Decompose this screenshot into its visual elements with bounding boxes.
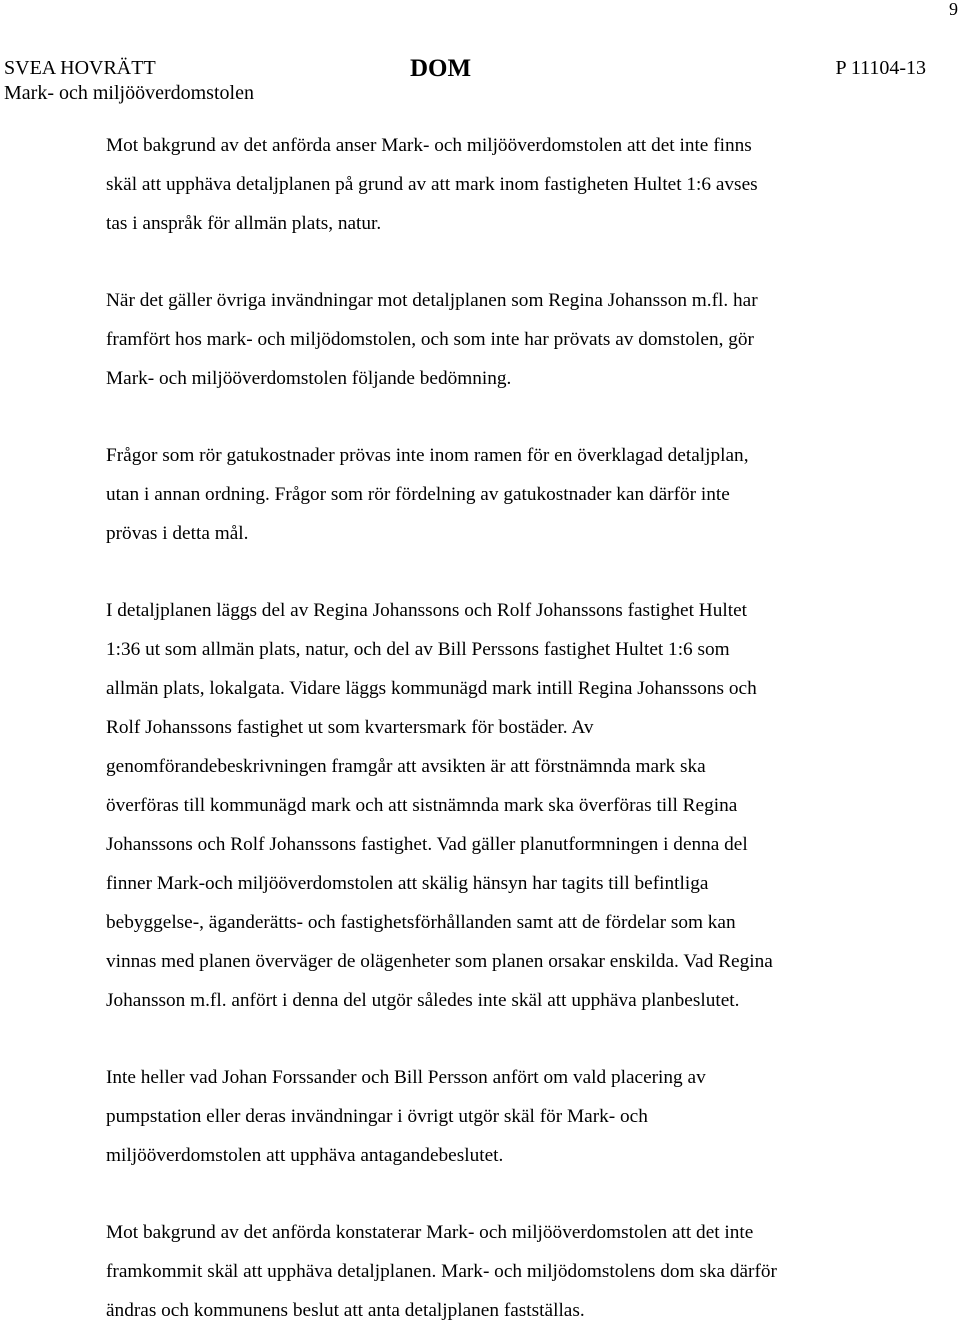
text-line: Mot bakgrund av det anförda konstaterar Mark- och miljööverdomstolen att det inte — [106, 1222, 754, 1243]
text-line: Johansson m.fl. anfört i denna del utgör således inte skäl att upphäva planbeslutet. — [106, 990, 740, 1011]
text-line: skäl att upphäva detaljplanen på grund av att mark inom fastigheten Hultet 1:6 avses — [106, 174, 758, 195]
paragraph — [106, 591, 901, 1020]
text-line: framkommit skäl att upphäva detaljplanen. Mark- och miljödomstolens dom ska därför — [106, 1261, 777, 1282]
text-line: prövas i detta mål. — [106, 523, 249, 544]
court-division: Mark- och miljööverdomstolen — [4, 82, 254, 104]
paragraph — [106, 126, 901, 243]
text-line: Inte heller vad Johan Forssander och Bill Persson anfört om vald placering av — [106, 1067, 706, 1088]
text-line: pumpstation eller deras invändningar i övrigt utgör skäl för Mark- och — [106, 1106, 648, 1127]
case-number: P 11104-13 — [835, 57, 926, 79]
paragraph — [106, 281, 901, 398]
text-line: Johanssons och Rolf Johanssons fastighet. Vad gäller planutformningen i denna del — [106, 834, 748, 855]
page-number: 9 — [949, 0, 958, 19]
text-line: Rolf Johanssons fastighet ut som kvartersmark för bostäder. Av — [106, 717, 594, 738]
text-line: allmän plats, lokalgata. Vidare läggs kommunägd mark intill Regina Johanssons och — [106, 678, 757, 699]
document-header — [4, 56, 926, 106]
document-type: DOM — [410, 55, 472, 82]
text-line: 1:36 ut som allmän plats, natur, och del av Bill Perssons fastighet Hultet 1:6 som — [106, 639, 730, 660]
text-line: I detaljplanen läggs del av Regina Johanssons och Rolf Johanssons fastighet Hultet — [106, 600, 747, 621]
text-line: När det gäller övriga invändningar mot detaljplanen som Regina Johansson m.fl. har — [106, 290, 758, 311]
text-line: vinnas med planen överväger de olägenheter som planen orsakar enskilda. Vad Regina — [106, 951, 773, 972]
paragraph — [106, 436, 901, 553]
text-line: Mot bakgrund av det anförda anser Mark- och miljööverdomstolen att det inte finns — [106, 135, 752, 156]
paragraph — [106, 1213, 901, 1330]
court-name: SVEA HOVRÄTT — [4, 57, 156, 79]
text-line: Mark- och miljööverdomstolen följande bedömning. — [106, 368, 512, 389]
text-line: finner Mark-och miljööverdomstolen att skälig hänsyn har tagits till befintliga — [106, 873, 709, 894]
document-body — [106, 126, 901, 1330]
text-line: framfört hos mark- och miljödomstolen, och som inte har prövats av domstolen, gör — [106, 329, 754, 350]
text-line: genomförandebeskrivningen framgår att avsikten är att förstnämnda mark ska — [106, 756, 706, 777]
text-line: ändras och kommunens beslut att anta detaljplanen fastställas. — [106, 1300, 585, 1321]
text-line: miljööverdomstolen att upphäva antagandebeslutet. — [106, 1145, 504, 1166]
paragraph — [106, 1058, 901, 1175]
text-line: Frågor som rör gatukostnader prövas inte inom ramen för en överklagad detaljplan, — [106, 445, 749, 466]
text-line: bebyggelse-, äganderätts- och fastighetsförhållanden samt att de fördelar som kan — [106, 912, 736, 933]
text-line: överföras till kommunägd mark och att sistnämnda mark ska överföras till Regina — [106, 795, 738, 816]
text-line: utan i annan ordning. Frågor som rör fördelning av gatukostnader kan därför inte — [106, 484, 730, 505]
text-line: tas i anspråk för allmän plats, natur. — [106, 213, 382, 234]
